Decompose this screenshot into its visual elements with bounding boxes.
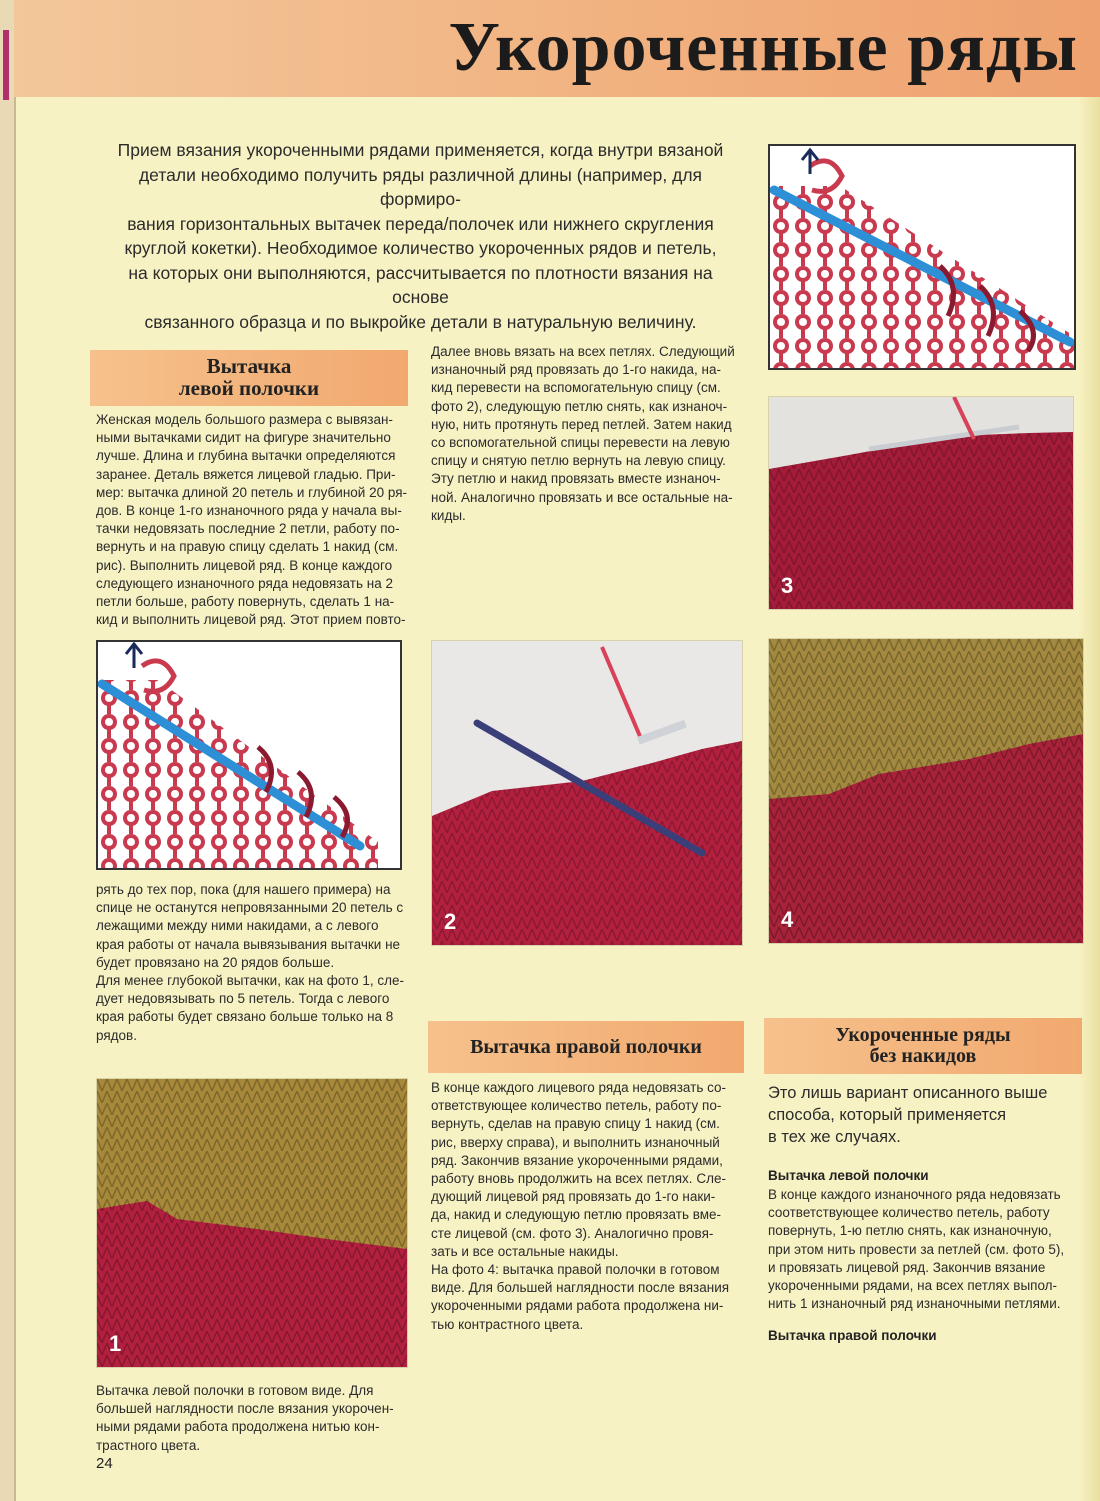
knitting-diagram-top-right (768, 144, 1076, 370)
text-line: В конце каждого лицевого ряда недовязать со- (431, 1080, 727, 1095)
heading-text: Вытачка правой полочки (470, 1036, 702, 1058)
text-line: при этом нить провести за петлей (см. фото 5), (768, 1241, 1065, 1257)
text-line: заранее. Деталь вяжется лицевой гладью. При- (96, 466, 396, 482)
intro-line: вания горизонтальных вытачек переда/полочек или нижнего скругления (127, 213, 714, 234)
intro-line: Прием вязания укороченными рядами применяется, когда внутри вязаной (117, 140, 724, 160)
text-line: края работы будет связано больше только на 8 (96, 1009, 394, 1025)
text-line: петли больше, работу повернуть, сделать 1 на- (96, 594, 395, 610)
knitting-diagram-icon (98, 642, 400, 868)
text-line: укороченными рядами, на всех петлях выпол- (768, 1278, 1058, 1294)
text-line: тью контрастного цвета. (431, 1316, 584, 1332)
text-line: зать и все остальные накиды. (431, 1243, 619, 1259)
text-line: спице не останутся непровязанными 20 петель с (96, 900, 404, 916)
intro-line: круглой кокетки). Необходимое количество укороченных рядов и петель, (124, 238, 717, 258)
text-line: спицу и снятую петлю вернуть на левую спицу. (431, 453, 726, 469)
intro-line: детали необходимо получить ряды различной длины (например, для формиро- (138, 164, 703, 209)
caption-line: большей наглядности после вязания укорочен- (96, 1401, 394, 1417)
caption-line: трастного цвета. (96, 1437, 201, 1453)
text-line: виде. Для большей наглядности после вязания (431, 1280, 730, 1296)
text-line: Эту петлю и накид провязать вместе изнаноч- (431, 471, 721, 487)
text-line: дует недовязывать по 5 петель. Тогда с левого (96, 991, 390, 1007)
knitted-fabric-image (97, 1079, 407, 1367)
page-number: 24 (96, 1455, 113, 1472)
text-line: повернуть, 1-ю петлю снять, как изнаночную, (768, 1223, 1052, 1239)
text-line: вернуть и на правую спицу сделать 1 накид (см. (96, 539, 399, 555)
left-section-continued-text (96, 881, 408, 1045)
text-line: киды. (431, 507, 466, 523)
text-line: изнаночный ряд провязать до 1-го накида, на- (431, 362, 721, 378)
page-left-edge (0, 0, 16, 1501)
page-title: Укороченные ряды (448, 9, 1078, 86)
text-line: края работы от начала вывязывания вытачки не (96, 936, 401, 952)
left-section-text (96, 411, 408, 629)
no-yo-subheading-left: Вытачка левой полочки (768, 1168, 929, 1183)
text-line: ответствующее количество петель, работу по- (431, 1098, 722, 1114)
no-yo-left-text (768, 1186, 1078, 1313)
no-yo-section-heading (764, 1018, 1082, 1074)
no-yo-intro (768, 1082, 1078, 1148)
intro-line: в тех же случаях. (768, 1128, 901, 1146)
text-line: следующего изнаночного ряда недовязать на 2 (96, 575, 393, 591)
text-line: кид и выполнить лицевой ряд. Этот прием повто- (96, 612, 406, 628)
heading-line: Укороченные ряды (835, 1024, 1011, 1046)
photo-3 (768, 396, 1074, 610)
text-line: соответствующее количество петель, работу (768, 1205, 1050, 1221)
knitted-fabric-image (769, 397, 1073, 609)
knitting-diagram-icon (770, 146, 1074, 368)
text-line: кид перевести на вспомогательную спицу (см. (431, 380, 721, 396)
text-line: будет провязано на 20 рядов больше. (96, 954, 335, 970)
text-line: дов. В конце 1-го изнаночного ряда у начала вы- (96, 503, 402, 519)
photo-1 (96, 1078, 408, 1368)
text-line: рис). Выполнить лицевой ряд. В конце каждого (96, 557, 393, 573)
binding-stripe (3, 30, 9, 100)
text-line: фото 2), следующую петлю снять, как изнаноч- (431, 398, 728, 414)
text-line: тачки недовязать последние 2 петли, работу по- (96, 521, 400, 537)
intro-line: способа, который применяется (768, 1106, 1007, 1124)
text-line: Для менее глубокой вытачки, как на фото 1, сле- (96, 973, 405, 989)
text-line: нить 1 изнаночный ряд изнаночными петлями. (768, 1296, 1061, 1312)
text-line: Женская модель большого размера с вывязан- (96, 412, 393, 427)
heading-line: левой полочки (178, 376, 320, 400)
arrow-icon (126, 644, 142, 668)
text-line: сте лицевой (см. фото 3). Аналогично провя- (431, 1225, 714, 1241)
text-line: лучше. Длина и глубина вытачки определяются (96, 448, 396, 464)
intro-paragraph (98, 138, 743, 334)
text-line: рядов. (96, 1027, 137, 1043)
text-line: дующий лицевой ряд провязать до 1-го наки- (431, 1189, 716, 1205)
photo-number: 3 (781, 573, 794, 598)
text-line: вернуть, сделав на правую спицу 1 накид (см. (431, 1116, 720, 1132)
no-yo-subheading-right: Вытачка правой полочки (768, 1328, 937, 1343)
knitted-fabric-image (769, 639, 1083, 943)
text-line: рять до тех пор, пока (для нашего примера) на (96, 882, 391, 897)
photo-number: 4 (781, 907, 794, 932)
text-line: укороченными рядами работа продолжена ни- (431, 1298, 724, 1314)
text-line: ными вытачками сидит на фигуре значительно (96, 430, 391, 446)
caption-line: Вытачка левой полочки в готовом виде. Для (96, 1383, 374, 1398)
left-section-heading (90, 350, 408, 406)
text-line: ной. Аналогично провязать и все остальные на- (431, 489, 733, 505)
text-line: со вспомогательной спицы перевести на левую (431, 435, 730, 451)
photo-2 (431, 640, 743, 946)
text-line: лежащими между ними накидами, а с левого (96, 918, 379, 934)
text-line: мер: вытачка длиной 20 петель и глубиной 20 ря- (96, 484, 408, 500)
knitting-diagram-left (96, 640, 402, 870)
intro-line: связанного образца и по выкройке детали в натуральную величину. (144, 311, 697, 332)
heading-line: без накидов (869, 1045, 977, 1067)
right-section-text (431, 1079, 741, 1334)
photo-number: 2 (444, 909, 457, 934)
text-line: Далее вновь вязать на всех петлях. Следующий (431, 344, 735, 359)
text-line: ряд. Закончив вязание укороченными рядами, (431, 1152, 723, 1168)
middle-text (431, 343, 741, 525)
photo-number: 1 (109, 1331, 122, 1356)
text-line: ную, нить протянуть перед петлей. Затем накид (431, 416, 732, 432)
intro-line: Это лишь вариант описанного выше (768, 1084, 1048, 1102)
right-section-heading (428, 1021, 744, 1073)
text-line: работу вновь продолжить на всех петлях. Сле- (431, 1171, 726, 1187)
caption-line: ными рядами работа продолжена нитью кон- (96, 1419, 380, 1435)
text-line: На фото 4: вытачка правой полочки в готовом (431, 1262, 720, 1278)
intro-line: на которых они выполняются, рассчитывается по плотности вязания на основе (128, 262, 713, 307)
photo-4 (768, 638, 1084, 944)
text-line: и провязать лицевой ряд. Закончив вязание (768, 1259, 1046, 1275)
knitted-fabric-image (432, 641, 742, 945)
text-line: В конце каждого изнаночного ряда недовязать (768, 1187, 1061, 1202)
text-line: рис, вверху справа), и выполнить изнаночный (431, 1134, 720, 1150)
text-line: да, накид и следующую петлю провязать вме- (431, 1207, 722, 1223)
photo-1-caption (96, 1382, 408, 1455)
heading-line: Вытачка (206, 354, 292, 378)
